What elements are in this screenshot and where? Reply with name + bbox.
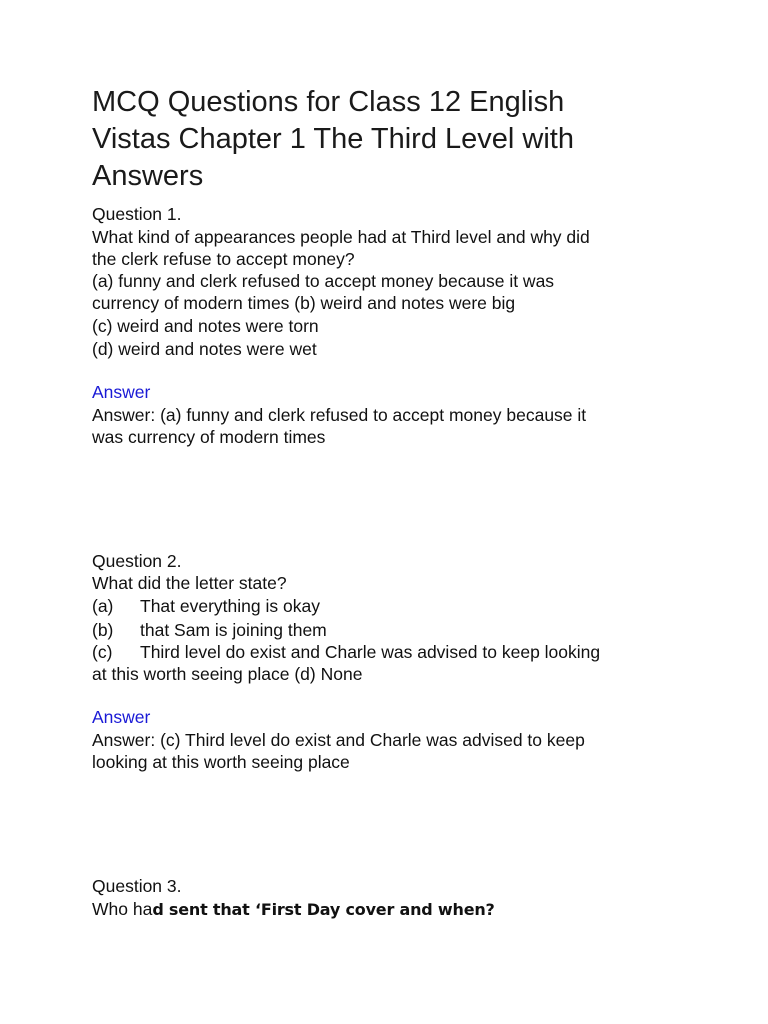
title-line: MCQ Questions for Class 12 English [92, 86, 565, 118]
question-2-option-b [92, 619, 327, 641]
question-3-heading: Question 3. [92, 876, 182, 896]
option-text: that Sam is joining them [140, 620, 327, 640]
question-1-option: currency of modern times (b) weird and notes were big [92, 293, 516, 313]
question-1-answer-toggle[interactable]: Answer [92, 382, 151, 402]
question-2-option-a [92, 595, 320, 617]
question-2-option-c-cont: at this worth seeing place (d) None [92, 664, 363, 684]
option-tag: (c) [92, 642, 113, 662]
question-1-option-d: (d) weird and notes were wet [92, 339, 317, 359]
question-2-answer-toggle[interactable]: Answer [92, 707, 151, 727]
question-3-text-plain: Who ha [92, 899, 153, 919]
question-3-text-bold: d sent that ‘First Day cover and when? [152, 900, 495, 919]
question-1-answer: Answer: (a) funny and clerk refused to accept money because it [92, 405, 587, 425]
question-2-heading: Question 2. [92, 551, 182, 571]
option-tag: (a) [92, 596, 114, 616]
option-tag: (b) [92, 620, 114, 640]
question-2-answer: Answer: (c) Third level do exist and Charle was advised to keep [92, 730, 585, 750]
question-2-option-c [92, 641, 600, 663]
question-1-option-c: (c) weird and notes were torn [92, 316, 319, 336]
question-1-answer: was currency of modern times [92, 427, 326, 447]
page-title [92, 84, 692, 195]
question-1-option: (a) funny and clerk refused to accept money because it was [92, 271, 555, 291]
question-2-text: What did the letter state? [92, 573, 287, 593]
question-1-text: the clerk refuse to accept money? [92, 249, 355, 269]
title-line: Answers [92, 160, 204, 192]
question-1-heading: Question 1. [92, 204, 182, 224]
option-text: Third level do exist and Charle was advised to keep looking [140, 642, 601, 662]
title-line: Vistas Chapter 1 The Third Level with [92, 123, 574, 155]
question-3-text [92, 898, 495, 921]
question-1-text: What kind of appearances people had at Third level and why did [92, 227, 590, 247]
question-2-answer: looking at this worth seeing place [92, 752, 350, 772]
option-text: That everything is okay [140, 596, 320, 616]
